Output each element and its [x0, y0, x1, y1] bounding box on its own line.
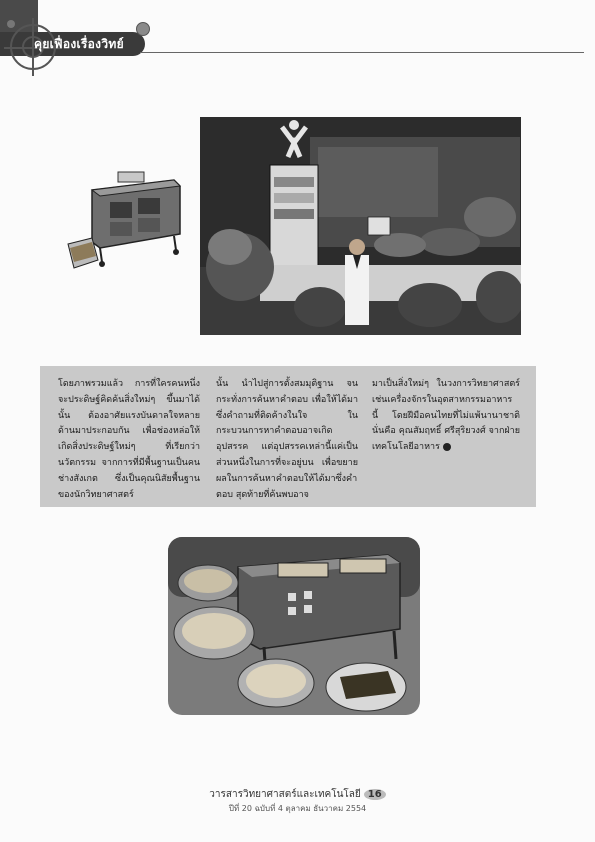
- footer-issue: ปีที่ 20 ฉบับที่ 4 ตุลาคม ธันวาคม 2554: [228, 804, 367, 813]
- award-ceremony-photo: [200, 117, 521, 335]
- article-column-3-text: มาเป็นสิ่งใหม่ๆ ในวงการวิทยาศาสตร์ เช่นเครื่องจักรในอุตสาหกรรมอาหาร นี้ โดยฝีมือคนไทยที่ไม่แพ้นานาชาติ นั่นคือ คุณสัมฤทธิ์ ศรีสุริยวงศ์ จากฝ่ายเทคโนโลยีอาหาร: [372, 379, 520, 453]
- crosshair-logo-dot: [7, 20, 15, 28]
- end-of-article-icon: [443, 443, 451, 451]
- article-column-1: โดยภาพรวมแล้ว การที่ใครคนหนึ่งจะประดิษฐ์คิดค้นสิ่งใหม่ๆ ขึ้นมาได้นั้น ต้องอาศัยแรงบันดาลใจหลายด้านมาประกอบกัน เพื่อช่องหล่อให้เกิดสิ่งประดิษฐ์ใหม่ๆ ที่เรียกว่า นวัตกรรม จากการที่มีพื้นฐานเป็นคนช่างสังเกต ซึ่งเป็นคุณนิสัยพื้นฐานของนักวิทยาศาสตร์: [58, 379, 200, 500]
- footer-journal-line: [0, 787, 595, 802]
- food-machine-photo-small: [62, 168, 190, 276]
- journal-title: วารสารวิทยาศาสตร์และเทคโนโลยี: [209, 789, 361, 800]
- article-text-box: [40, 366, 536, 507]
- header-bullet-dot: [136, 22, 150, 36]
- section-title: คุยเฟื่องเรื่องวิทย์: [34, 37, 124, 51]
- food-machine-photo-large: [168, 537, 420, 715]
- article-column-2: นั้น นำไปสู่การตั้งสมมุติฐาน จนกระทั่งการค้นหาคำตอบ เพื่อให้ได้มาซึ่งคำถามที่ติดค้างในใจ ในกระบวนการหาคำตอบอาจเกิดอุปสรรค แต่อุปสรรคเหล่านี้แค่เป็นส่วนหนึ่งในการที่จะอยู่บน เพื่อขยายผลในการค้นหาคำตอบให้ได้มาซึ่งคำตอบ สุดท้ายที่ค้นพบอาจ: [216, 379, 358, 500]
- header-rule: [140, 52, 584, 53]
- page-number: 16: [364, 789, 386, 800]
- article-column-3: [372, 377, 520, 456]
